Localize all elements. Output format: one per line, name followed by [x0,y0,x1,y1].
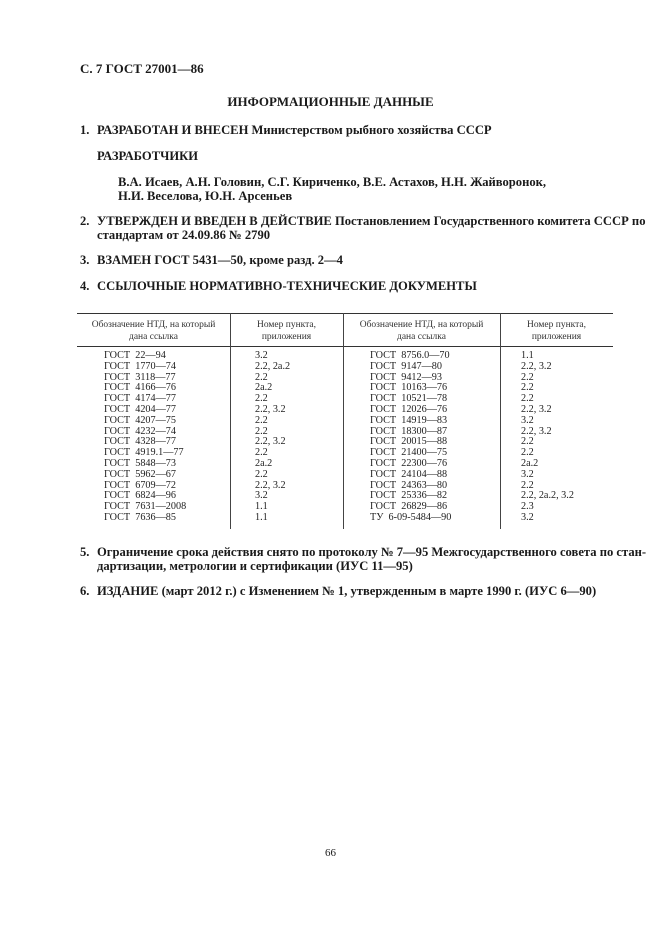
table-cell: ГОСТ 9412—93 [370,371,442,383]
table-cell: ГОСТ 22300—76 [370,457,448,469]
table-cell: ГОСТ 7636—85 [104,511,176,523]
table-cell: 2.2 [521,479,534,491]
table-cell: ГОСТ 26829—86 [370,501,448,513]
table-cell: 1.1 [255,501,268,513]
table-cell: 2.2 [521,393,534,405]
table-cell: ГОСТ 24104—88 [370,468,448,480]
item-1-bold: РАЗРАБОТАН И ВНЕСЕН [97,123,249,137]
table-cell: ГОСТ 5962—67 [104,468,176,480]
table-cell: ГОСТ 10521—78 [370,393,448,405]
table-cell: 2.2 [521,447,534,459]
table-cell: 2.2 [255,447,268,459]
item-5 [80,545,646,560]
item-6 [80,584,596,599]
table-cell: ГОСТ 25336—82 [370,490,448,502]
table-cell: 2.2 [255,468,268,480]
table-cell: 2.2, 3.2 [255,436,286,448]
item-5-line-2: дартизации, метрологии и сертификации (ИУС 11—95) [97,559,413,573]
item-1-text: Министерством рыбного хозяйства СССР [248,123,492,137]
table-cell: 2.2 [255,414,268,426]
item-4-number: 4. [80,279,90,293]
table-cell: ГОСТ 4204—77 [104,403,176,415]
column-docs-right [370,351,451,524]
developers-label: РАЗРАБОТЧИКИ [97,149,199,163]
reference-table [77,313,613,531]
table-cell: 2.2, 3.2 [521,360,552,372]
table-cell: ГОСТ 20015—88 [370,436,448,448]
table-top-rule [77,313,613,314]
column-docs-left [104,351,186,524]
table-cell: ГОСТ 14919—83 [370,414,448,426]
item-2-bold: УТВЕРЖДЕН И ВВЕДЕН В ДЕЙСТВИЕ [97,214,332,228]
table-cell: ГОСТ 4174—77 [104,393,176,405]
table-cell: 2.2 [255,393,268,405]
table-cell: 2.2, 3.2 [255,479,286,491]
item-1 [80,123,492,138]
table-divider-2 [343,313,344,529]
table-cell: 1.1 [521,350,534,361]
table-cell: ГОСТ 4328—77 [104,436,176,448]
column-refs-right [521,351,574,524]
table-cell: ТУ 6-09-5484—90 [370,511,452,523]
item-5-number: 5. [80,545,90,559]
table-cell: ГОСТ 4919.1—77 [104,447,184,459]
table-cell: 1.1 [255,511,268,523]
table-cell: 3.2 [521,414,534,426]
table-cell: ГОСТ 24363—80 [370,479,448,491]
table-cell: 3.2 [255,490,268,502]
table-cell: 3.2 [521,511,534,523]
item-2-line-2: стандартам от 24.09.86 № 2790 [97,228,271,242]
header-ref-right: Номер пункта, приложения [526,320,587,342]
item-3 [80,253,343,268]
item-2-text: Постановлением Государственного комитета СССР по [331,214,646,228]
page-number: 66 [325,847,336,859]
table-cell: ГОСТ 22—94 [104,350,166,361]
table-cell: 2а.2 [255,457,273,469]
table-cell: 2а.2 [255,382,273,394]
table-cell: 2.2, 3.2 [521,425,552,437]
item-4 [80,279,477,294]
table-cell: ГОСТ 8756.0—70 [370,350,450,361]
table-cell: ГОСТ 5848—73 [104,457,176,469]
table-cell: ГОСТ 3118—77 [104,371,176,383]
table-cell: 3.2 [255,350,268,361]
table-cell: 2.2, 3.2 [521,403,552,415]
table-cell: 2.2 [521,436,534,448]
item-3-text: ВЗАМЕН ГОСТ 5431—50, кроме разд. 2—4 [97,253,343,267]
table-cell: 2.2 [255,425,268,437]
developers-line-2: Н.И. Веселова, Ю.Н. Арсеньев [118,189,293,203]
table-cell: ГОСТ 1770—74 [104,360,176,372]
table-header-rule [77,346,613,347]
table-cell: ГОСТ 10163—76 [370,382,448,394]
table-cell: 2.3 [521,501,534,513]
table-cell: ГОСТ 4232—74 [104,425,176,437]
header-doc-right: Обозначение НТД, на который дана ссылка [359,320,484,342]
header-ref-left: Номер пункта, приложения [256,320,317,342]
table-cell: ГОСТ 18300—87 [370,425,448,437]
table-cell: 2а.2 [521,457,539,469]
page-header: С. 7 ГОСТ 27001—86 [80,61,204,76]
table-cell: 2.2 [521,371,534,383]
table-cell: ГОСТ 7631—2008 [104,501,187,513]
table-cell: 2.2, 2а.2, 3.2 [521,490,574,502]
table-cell: 2.2 [255,371,268,383]
table-cell: ГОСТ 6709—72 [104,479,176,491]
item-4-text: ССЫЛОЧНЫЕ НОРМАТИВНО-ТЕХНИЧЕСКИЕ ДОКУМЕНТЫ [97,279,477,293]
table-cell: 2.2 [521,382,534,394]
table-cell: 3.2 [521,468,534,480]
section-title: ИНФОРМАЦИОННЫЕ ДАННЫЕ [227,94,434,109]
item-1-number: 1. [80,123,90,137]
item-2 [80,214,646,229]
item-2-number: 2. [80,214,90,228]
table-divider-1 [230,313,231,529]
developers-line-1: В.А. Исаев, А.Н. Головин, С.Г. Кириченко, В.Е. Астахов, Н.Н. Жайворонок, [118,175,547,189]
table-cell: ГОСТ 21400—75 [370,447,448,459]
table-cell: 2.2, 3.2 [255,403,286,415]
item-3-number: 3. [80,253,90,267]
table-divider-3 [500,313,501,529]
item-6-text: ИЗДАНИЕ (март 2012 г.) с Изменением № 1, утвержденным в марте 1990 г. (ИУС 6—90) [97,584,597,598]
table-cell: ГОСТ 6824—96 [104,490,176,502]
item-5-text: Ограничение срока действия снято по протоколу № 7—95 Межгосударственного совета по стан- [97,545,647,559]
table-cell: ГОСТ 4166—76 [104,382,176,394]
table-cell: ГОСТ 9147—80 [370,360,442,372]
table-cell: ГОСТ 4207—75 [104,414,176,426]
header-doc-left: Обозначение НТД, на который дана ссылка [91,320,216,342]
table-cell: ГОСТ 12026—76 [370,403,448,415]
column-refs-left [255,351,290,524]
item-6-number: 6. [80,584,90,598]
table-cell: 2.2, 2а.2 [255,360,291,372]
